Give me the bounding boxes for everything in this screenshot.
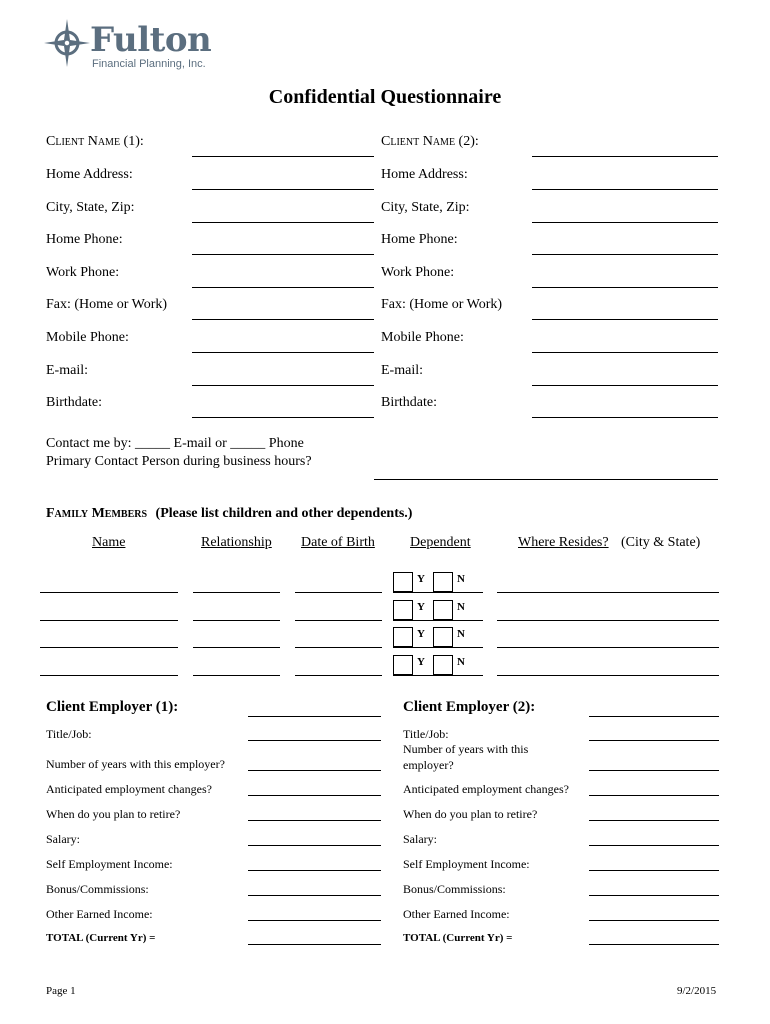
dependent-yes-label: Y bbox=[417, 655, 425, 668]
dependent-underline bbox=[393, 592, 483, 593]
client-field-2-input-1[interactable] bbox=[192, 254, 374, 255]
client-field-1-input-2[interactable] bbox=[532, 222, 718, 223]
family-relationship-field[interactable] bbox=[193, 592, 280, 593]
employer-1-field-input-7[interactable] bbox=[248, 920, 381, 921]
client-name-2-field[interactable] bbox=[532, 156, 718, 157]
employer-2-field-input-2[interactable] bbox=[589, 795, 719, 796]
family-dob-field[interactable] bbox=[295, 620, 382, 621]
employer-1-field-label-4: Salary: bbox=[46, 832, 80, 846]
employer-2-field-label-6: Bonus/Commissions: bbox=[403, 882, 506, 896]
dependent-no-checkbox[interactable] bbox=[433, 572, 453, 592]
employer-1-field-label-3: When do you plan to retire? bbox=[46, 807, 181, 821]
dependent-no-checkbox[interactable] bbox=[433, 627, 453, 647]
employer-1-field-label-6: Bonus/Commissions: bbox=[46, 882, 149, 896]
total-2-label: TOTAL (Current Yr) = bbox=[403, 932, 513, 944]
client-field-0-input-1[interactable] bbox=[192, 189, 374, 190]
employer-1-field[interactable] bbox=[248, 716, 381, 717]
footer-date: 9/2/2015 bbox=[677, 985, 717, 997]
family-resides-field[interactable] bbox=[497, 675, 719, 676]
client-field-5-input-2[interactable] bbox=[532, 352, 718, 353]
employer-2-field-label-2: Anticipated employment changes? bbox=[403, 782, 569, 796]
family-resides-field[interactable] bbox=[497, 647, 719, 648]
dependent-yes-checkbox[interactable] bbox=[393, 572, 413, 592]
family-name-field[interactable] bbox=[40, 647, 178, 648]
family-dob-field[interactable] bbox=[295, 592, 382, 593]
client-field-6-label-1: E-mail: bbox=[46, 362, 88, 378]
dependent-no-label: N bbox=[457, 655, 465, 668]
employer-2-field-input-6[interactable] bbox=[589, 895, 719, 896]
employer-2-field-label-1: Number of years with this employer? bbox=[403, 742, 529, 772]
employer-2-field-input-7[interactable] bbox=[589, 920, 719, 921]
family-name-field[interactable] bbox=[40, 620, 178, 621]
client-field-5-label-2: Mobile Phone: bbox=[381, 330, 464, 345]
total-1-field[interactable] bbox=[248, 944, 381, 945]
employer-2-field-label-5: Self Employment Income: bbox=[403, 857, 530, 871]
total-2-field[interactable] bbox=[589, 944, 719, 945]
client-field-6-label-2: E-mail: bbox=[381, 362, 423, 378]
dependent-no-label: N bbox=[457, 628, 465, 640]
employer-2-field-label-0: Title/Job: bbox=[403, 727, 449, 741]
dependent-yes-label: Y bbox=[417, 628, 425, 640]
employer-2-field-label-7: Other Earned Income: bbox=[403, 907, 510, 921]
client-field-2-label-2: Home Phone: bbox=[381, 232, 458, 248]
employer-2-label: Client Employer (2): bbox=[403, 699, 536, 715]
client-field-5-input-1[interactable] bbox=[192, 352, 374, 353]
logo bbox=[44, 18, 214, 74]
logo-name: Fulton bbox=[90, 20, 212, 60]
client-field-2-label-1: Home Phone: bbox=[46, 232, 123, 248]
client-field-6-input-2[interactable] bbox=[532, 385, 718, 386]
employer-2-field-input-4[interactable] bbox=[589, 845, 719, 846]
client-field-2-input-2[interactable] bbox=[532, 254, 718, 255]
family-header: Family Members bbox=[46, 506, 148, 521]
dependent-underline bbox=[393, 647, 483, 648]
employer-1-field-input-1[interactable] bbox=[248, 770, 381, 771]
client-field-3-label-2: Work Phone: bbox=[381, 264, 455, 280]
page-number: Page 1 bbox=[46, 985, 76, 997]
employer-1-field-input-2[interactable] bbox=[248, 795, 381, 796]
dependent-underline bbox=[393, 675, 483, 676]
employer-1-field-label-7: Other Earned Income: bbox=[46, 907, 153, 921]
col-resides: Where Resides? bbox=[518, 535, 609, 550]
dependent-yes-label: Y bbox=[417, 573, 425, 585]
dependent-yes-checkbox[interactable] bbox=[393, 600, 413, 620]
client-field-7-label-1: Birthdate: bbox=[46, 395, 102, 411]
family-relationship-field[interactable] bbox=[193, 647, 280, 648]
family-resides-field[interactable] bbox=[497, 620, 719, 621]
employer-2-field[interactable] bbox=[589, 716, 719, 717]
dependent-no-label: N bbox=[457, 573, 465, 585]
client-field-5-label-1: Mobile Phone: bbox=[46, 330, 129, 345]
dependent-yes-label: Y bbox=[417, 600, 425, 613]
employer-1-field-input-6[interactable] bbox=[248, 895, 381, 896]
employer-1-field-input-3[interactable] bbox=[248, 820, 381, 821]
employer-2-field-label-3: When do you plan to retire? bbox=[403, 807, 538, 821]
family-section-title bbox=[46, 506, 412, 522]
family-relationship-field[interactable] bbox=[193, 620, 280, 621]
employer-1-field-input-5[interactable] bbox=[248, 870, 381, 871]
col-resides-note: (City & State) bbox=[621, 535, 701, 550]
dependent-underline bbox=[393, 620, 483, 621]
family-subheader: (Please list children and other dependents.) bbox=[155, 506, 413, 521]
client-name-2-label: Client Name (2): bbox=[381, 134, 479, 149]
dependent-yes-checkbox[interactable] bbox=[393, 655, 413, 675]
family-resides-field[interactable] bbox=[497, 592, 719, 593]
client-name-1-field[interactable] bbox=[192, 156, 374, 157]
total-1-label: TOTAL (Current Yr) = bbox=[46, 932, 156, 944]
client-field-0-label-2: Home Address: bbox=[381, 167, 468, 182]
client-field-0-input-2[interactable] bbox=[532, 189, 718, 190]
dependent-no-label: N bbox=[457, 600, 465, 613]
col-dob: Date of Birth bbox=[301, 535, 375, 550]
client-field-4-input-1[interactable] bbox=[192, 319, 374, 320]
client-field-6-input-1[interactable] bbox=[192, 385, 374, 386]
client-field-7-label-2: Birthdate: bbox=[381, 395, 437, 411]
client-field-1-label-1: City, State, Zip: bbox=[46, 199, 135, 215]
client-field-7-input-1[interactable] bbox=[192, 417, 374, 418]
family-dob-field[interactable] bbox=[295, 675, 382, 676]
family-name-field[interactable] bbox=[40, 592, 178, 593]
client-field-3-label-1: Work Phone: bbox=[46, 264, 120, 280]
col-name: Name bbox=[92, 535, 126, 550]
col-dependent: Dependent bbox=[410, 535, 471, 550]
dependent-no-checkbox[interactable] bbox=[433, 655, 453, 675]
client-field-3-input-2[interactable] bbox=[532, 287, 718, 288]
page-title: Confidential Questionnaire bbox=[268, 86, 502, 108]
dependent-yes-checkbox[interactable] bbox=[393, 627, 413, 647]
employer-2-field-input-0[interactable] bbox=[589, 740, 719, 741]
family-name-field[interactable] bbox=[40, 675, 178, 676]
client-field-4-label-2: Fax: (Home or Work) bbox=[381, 297, 503, 313]
employer-2-field-label-4: Salary: bbox=[403, 832, 437, 846]
employer-1-field-label-5: Self Employment Income: bbox=[46, 857, 173, 871]
client-field-1-label-2: City, State, Zip: bbox=[381, 199, 470, 215]
employer-1-field-input-0[interactable] bbox=[248, 740, 381, 741]
employer-2-field-input-1[interactable] bbox=[589, 770, 719, 771]
client-field-4-input-2[interactable] bbox=[532, 319, 718, 320]
primary-contact-field[interactable] bbox=[374, 479, 718, 480]
family-dob-field[interactable] bbox=[295, 647, 382, 648]
client-name-1-label: Client Name (1): bbox=[46, 134, 144, 149]
employer-1-label: Client Employer (1): bbox=[46, 699, 179, 715]
dependent-no-checkbox[interactable] bbox=[433, 600, 453, 620]
col-relationship: Relationship bbox=[201, 535, 272, 550]
family-relationship-field[interactable] bbox=[193, 675, 280, 676]
client-field-4-label-1: Fax: (Home or Work) bbox=[46, 297, 168, 313]
logo-subtitle: Financial Planning, Inc. bbox=[92, 58, 206, 70]
primary-contact-label: Primary Contact Person during business hours? bbox=[46, 454, 312, 469]
client-field-1-input-1[interactable] bbox=[192, 222, 374, 223]
client-field-0-label-1: Home Address: bbox=[46, 167, 133, 182]
employer-2-field-input-3[interactable] bbox=[589, 820, 719, 821]
contact-method: Contact me by: _____ E-mail or _____ Phone bbox=[46, 436, 304, 451]
employer-1-field-label-1: Number of years with this employer? bbox=[46, 757, 225, 771]
compass-rose-icon bbox=[44, 18, 90, 68]
employer-1-field-input-4[interactable] bbox=[248, 845, 381, 846]
client-field-7-input-2[interactable] bbox=[532, 417, 718, 418]
employer-2-field-input-5[interactable] bbox=[589, 870, 719, 871]
employer-1-field-label-0: Title/Job: bbox=[46, 727, 92, 741]
client-field-3-input-1[interactable] bbox=[192, 287, 374, 288]
employer-1-field-label-2: Anticipated employment changes? bbox=[46, 782, 212, 796]
